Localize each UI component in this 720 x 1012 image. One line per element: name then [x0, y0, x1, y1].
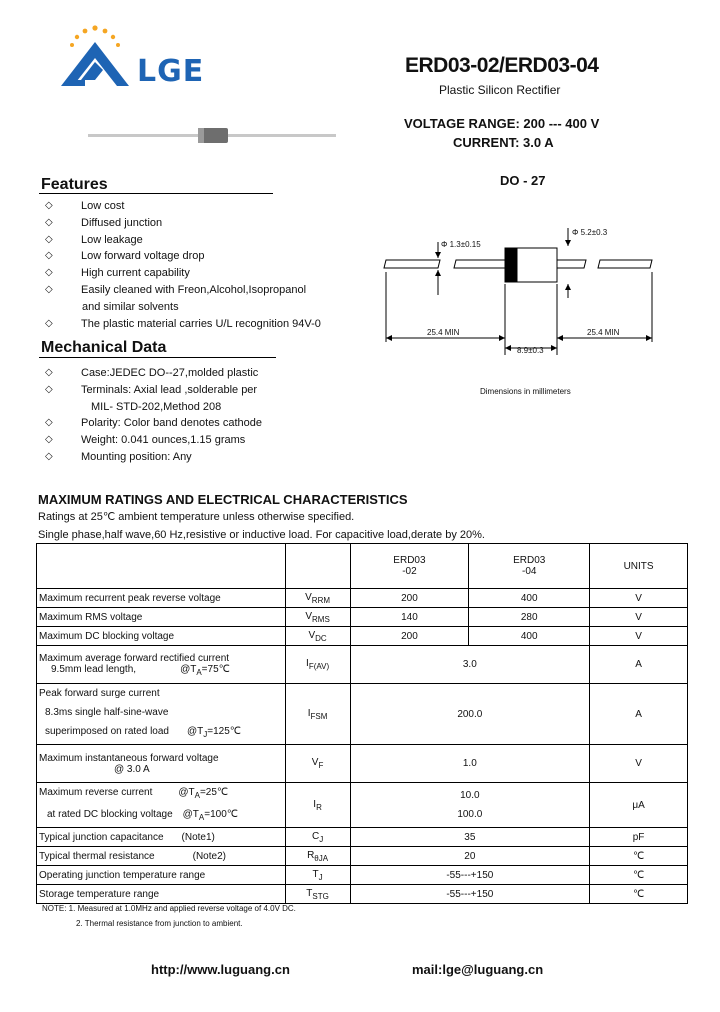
list-item: ◇ Terminals: Axial lead ,solderable per [45, 382, 262, 399]
list-item: ◇ Mounting position: Any [45, 449, 262, 466]
part-number: ERD03-02/ERD03-04 [405, 54, 599, 77]
footer-mail-link[interactable]: mail:lge@luguang.cn [412, 962, 544, 977]
diamond-bullet-icon: ◇ [45, 200, 53, 211]
mechanical-list [45, 365, 262, 466]
list-item: ◇ The plastic material carries U/L recognition 94V-0 [45, 316, 321, 333]
table-row: Maximum DC blocking voltage $V_{DC}$ 200 400 V [37, 627, 688, 646]
col-units: UNITS [590, 544, 688, 589]
list-item: ◇ Polarity: Color band denotes cathode [45, 415, 262, 432]
logo-mark-icon [55, 22, 135, 92]
logo-text: LGE [137, 54, 205, 89]
table-row: Maximum average forward rectified current 9.5mm lead length, $@T_A=75℃$ $I_{F(AV)}$ 3.0 A [37, 646, 688, 684]
mechanical-title: Mechanical Data [41, 339, 167, 356]
list-item-continued: MIL- STD-202,Method 208 [91, 400, 222, 413]
table-header-row [37, 544, 688, 589]
diamond-bullet-icon: ◇ [45, 233, 53, 245]
list-item: ◇ Case:JEDEC DO--27,molded plastic [45, 365, 262, 382]
diamond-bullet-icon: ◇ [45, 267, 53, 279]
features-list [45, 198, 321, 332]
diamond-bullet-icon: ◇ [45, 250, 53, 262]
table-row: Maximum reverse current $@T_A=25℃$ at rated DC blocking voltage $@T_A=100℃$ $I_R$ 10.0 100.0 μA [37, 783, 688, 828]
list-item: ◇ High current capability [45, 265, 321, 282]
diamond-bullet-icon: ◇ [45, 283, 53, 295]
subtitle: Plastic Silicon Rectifier [439, 83, 561, 97]
list-item-continued: and similar solvents [82, 300, 179, 313]
list-item: ◇ Easily cleaned with Freon,Alcohol,Isopropanol [45, 282, 321, 299]
table-row: Typical thermal resistance (Note2) $R_{\theta JA}$ 20 ℃ [37, 847, 688, 866]
diamond-bullet-icon: ◇ [45, 367, 53, 378]
diode-photo [88, 126, 348, 146]
diamond-bullet-icon: ◇ [45, 417, 53, 429]
table-row: Operating junction temperature range $T_J$ -55---+150 ℃ [37, 866, 688, 885]
dimension-drawing [380, 220, 680, 400]
list-item: ◇ Low forward voltage drop [45, 248, 321, 265]
lead-length-left-label: 25.4 MIN [427, 328, 460, 337]
diamond-bullet-icon: ◇ [45, 383, 53, 395]
table-row: Typical junction capacitance (Note1) $C_J$ 35 pF [37, 828, 688, 847]
table-row: Maximum recurrent peak reverse voltage $V_{RRM}$ 200 400 V [37, 589, 688, 608]
list-item: ◇ Low cost [45, 198, 321, 215]
current-rating: CURRENT: 3.0 A [453, 135, 554, 150]
note-2: 2. Thermal resistance from junction to ambient. [76, 919, 243, 928]
features-title: Features [41, 176, 108, 193]
package-name: DO - 27 [500, 173, 546, 188]
ratings-title: MAXIMUM RATINGS AND ELECTRICAL CHARACTERISTICS [38, 492, 408, 507]
logo [55, 22, 245, 92]
table-row: Peak forward surge current 8.3ms single half-sine-wave superimposed on rated load $@T_J=125℃$ $I_{FSM}$ 200.0 A [37, 684, 688, 745]
body-diameter-label: Φ 5.2±0.3 [572, 228, 608, 237]
list-item: ◇ Diffused junction [45, 215, 321, 232]
note-1: NOTE: 1. Measured at 1.0MHz and applied reverse voltage of 4.0V DC. [42, 904, 296, 913]
diamond-bullet-icon: ◇ [45, 216, 53, 228]
diamond-bullet-icon: ◇ [45, 450, 53, 462]
voltage-range: VOLTAGE RANGE: 200 --- 400 V [404, 116, 600, 131]
table-row: Storage temperature range $T_{STG}$ -55---+150 ℃ [37, 885, 688, 904]
diamond-bullet-icon: ◇ [45, 317, 53, 329]
lead-diameter-label: Φ 1.3±0.15 [441, 240, 481, 249]
diamond-bullet-icon: ◇ [45, 434, 53, 446]
mechanical-rule [39, 357, 276, 358]
lead-length-right-label: 25.4 MIN [587, 328, 620, 337]
ratings-note-1: Ratings at 25℃ ambient temperature unless otherwise specified. [38, 511, 355, 523]
ratings-table [36, 543, 688, 904]
ratings-note-2: Single phase,half wave,60 Hz,resistive or inductive load. For capacitive load,derate by 20%. [38, 529, 485, 541]
list-item: ◇ Weight: 0.041 ounces,1.15 grams [45, 432, 262, 449]
dimension-caption: Dimensions in millimeters [480, 387, 571, 396]
body-length-label: 8.9±0.3 [517, 346, 544, 355]
footer-url-link[interactable]: http://www.luguang.cn [151, 962, 290, 977]
col-erd03-04: ERD03 -04 [469, 544, 590, 589]
col-erd03-02: ERD03 -02 [350, 544, 469, 589]
features-rule [39, 193, 273, 194]
table-row: Maximum instantaneous forward voltage @ 3.0 A $V_F$ 1.0 V [37, 745, 688, 783]
list-item: ◇ Low leakage [45, 232, 321, 249]
table-row: Maximum RMS voltage $V_{RMS}$ 140 280 V [37, 608, 688, 627]
